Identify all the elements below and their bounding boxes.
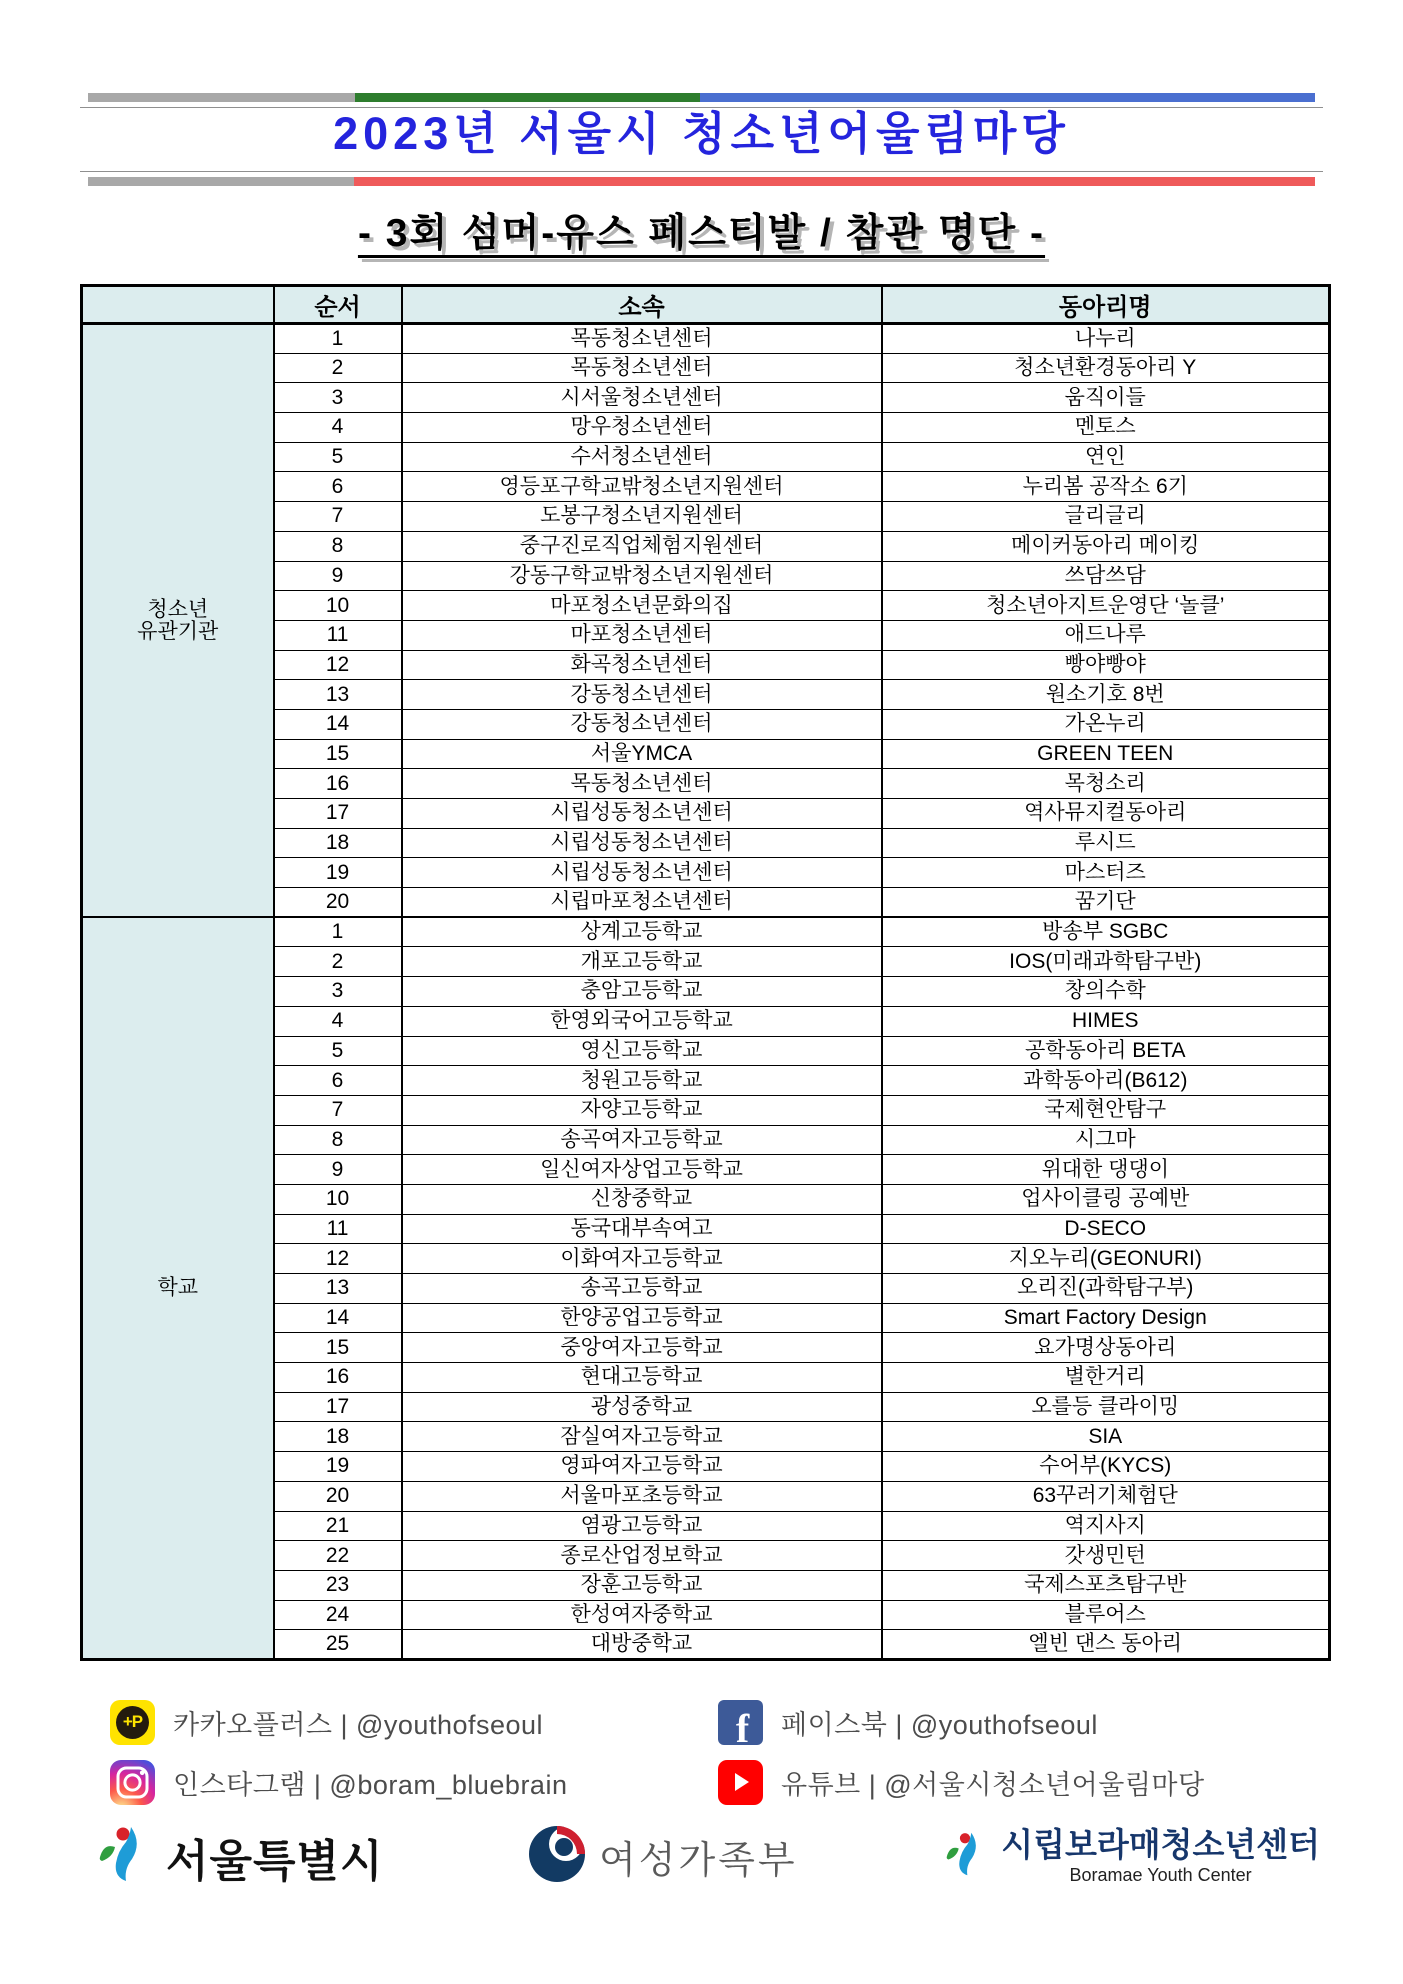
order-cell: 10 (274, 1184, 402, 1214)
club-cell: 63꾸러기체험단 (882, 1481, 1330, 1511)
affiliation-cell: 송곡여자고등학교 (402, 1125, 882, 1155)
club-cell: GREEN TEEN (882, 739, 1330, 769)
affiliation-cell: 망우청소년센터 (402, 413, 882, 443)
col-header-club: 동아리명 (882, 286, 1330, 324)
order-cell: 1 (274, 917, 402, 947)
organization-logos (80, 1822, 1330, 1891)
club-cell: D-SECO (882, 1214, 1330, 1244)
affiliation-cell: 현대고등학교 (402, 1363, 882, 1393)
order-cell: 3 (274, 977, 402, 1007)
order-cell: 14 (274, 1303, 402, 1333)
affiliation-cell: 영파여자고등학교 (402, 1452, 882, 1482)
table-header (82, 286, 1330, 324)
social-item-instagram (110, 1758, 718, 1806)
order-cell: 13 (274, 680, 402, 710)
order-cell: 20 (274, 888, 402, 918)
social-label: 페이스북 | @youthofseoul (781, 1709, 1098, 1740)
club-cell: 역사뮤지컬동아리 (882, 799, 1330, 829)
affiliation-cell: 중구진로직업체험지원센터 (402, 531, 882, 561)
club-cell: 요가명상동아리 (882, 1333, 1330, 1363)
table-row (82, 917, 1330, 947)
order-cell: 12 (274, 1244, 402, 1274)
order-cell: 19 (274, 858, 402, 888)
order-cell: 6 (274, 1066, 402, 1096)
divider-line (80, 171, 1323, 172)
order-cell: 21 (274, 1511, 402, 1541)
affiliation-cell: 영등포구학교밖청소년지원센터 (402, 472, 882, 502)
boramae-label-group (1001, 1827, 1320, 1885)
order-cell: 7 (274, 1095, 402, 1125)
affiliation-cell: 강동청소년센터 (402, 709, 882, 739)
order-cell: 24 (274, 1600, 402, 1630)
affiliation-cell: 동국대부속여고 (402, 1214, 882, 1244)
order-cell: 1 (274, 324, 402, 354)
affiliation-cell: 마포청소년문화의집 (402, 591, 882, 621)
affiliation-cell: 수서청소년센터 (402, 442, 882, 472)
club-cell: 갓생민턴 (882, 1541, 1330, 1571)
top-accent-bar (88, 93, 1315, 102)
col-header-affiliation: 소속 (402, 286, 882, 324)
club-cell: 공학동아리 BETA (882, 1036, 1330, 1066)
seoul-city-label: 서울특별시 (166, 1836, 384, 1886)
affiliation-cell: 중앙여자고등학교 (402, 1333, 882, 1363)
order-cell: 4 (274, 413, 402, 443)
club-cell: 블루어스 (882, 1600, 1330, 1630)
bar-segment-blue (700, 93, 1315, 102)
affiliation-cell: 화곡청소년센터 (402, 650, 882, 680)
club-cell: 나누리 (882, 324, 1330, 354)
order-cell: 19 (274, 1452, 402, 1482)
club-cell: 글리글리 (882, 502, 1330, 532)
affiliation-cell: 이화여자고등학교 (402, 1244, 882, 1274)
club-cell: HIMES (882, 1006, 1330, 1036)
sub-accent-bar (88, 177, 1315, 186)
social-item-youtube (718, 1758, 1350, 1806)
order-cell: 12 (274, 650, 402, 680)
club-cell: 연인 (882, 442, 1330, 472)
order-cell: 4 (274, 1006, 402, 1036)
affiliation-cell: 신창중학교 (402, 1184, 882, 1214)
club-cell: 목청소리 (882, 769, 1330, 799)
kakao-plus-icon: +P (110, 1700, 155, 1745)
club-cell: 빵야빵야 (882, 650, 1330, 680)
instagram-icon (110, 1760, 155, 1805)
order-cell: 20 (274, 1481, 402, 1511)
affiliation-cell: 송곡고등학교 (402, 1274, 882, 1304)
youtube-icon (718, 1760, 763, 1805)
club-cell: 오를등 클라이밍 (882, 1392, 1330, 1422)
affiliation-cell: 시서울청소년센터 (402, 383, 882, 413)
order-cell: 17 (274, 1392, 402, 1422)
club-cell: 과학동아리(B612) (882, 1066, 1330, 1096)
affiliation-cell: 잠실여자고등학교 (402, 1422, 882, 1452)
affiliation-cell: 목동청소년센터 (402, 324, 882, 354)
bar-segment-red (354, 177, 1315, 186)
social-label: 유튜브 | @서울시청소년어울림마당 (781, 1769, 1205, 1800)
social-item-facebook (718, 1698, 1350, 1746)
order-cell: 25 (274, 1630, 402, 1660)
bar-segment-green (355, 93, 700, 102)
club-cell: 시그마 (882, 1125, 1330, 1155)
affiliation-cell: 강동구학교밖청소년지원센터 (402, 561, 882, 591)
social-label: 카카오플러스 | @youthofseoul (173, 1709, 544, 1740)
order-cell: 3 (274, 383, 402, 413)
seoul-symbol-icon (90, 1823, 156, 1890)
club-cell: 역지사지 (882, 1511, 1330, 1541)
order-cell: 9 (274, 561, 402, 591)
club-cell: 루시드 (882, 828, 1330, 858)
affiliation-cell: 상계고등학교 (402, 917, 882, 947)
table-header-row (82, 286, 1330, 324)
club-cell: 청소년환경동아리 Y (882, 353, 1330, 383)
order-cell: 2 (274, 947, 402, 977)
affiliation-cell: 자양고등학교 (402, 1095, 882, 1125)
order-cell: 11 (274, 620, 402, 650)
affiliation-cell: 시립성동청소년센터 (402, 799, 882, 829)
affiliation-cell: 종로산업정보학교 (402, 1541, 882, 1571)
boramae-logo (939, 1825, 1320, 1888)
order-cell: 15 (274, 739, 402, 769)
order-cell: 8 (274, 1125, 402, 1155)
club-cell: 수어부(KYCS) (882, 1452, 1330, 1482)
facebook-icon: f (718, 1700, 763, 1745)
affiliation-cell: 시립성동청소년센터 (402, 858, 882, 888)
affiliation-cell: 충암고등학교 (402, 977, 882, 1007)
club-cell: 가온누리 (882, 709, 1330, 739)
boramae-symbol-icon (939, 1825, 991, 1888)
order-cell: 18 (274, 828, 402, 858)
affiliation-cell: 일신여자상업고등학교 (402, 1155, 882, 1185)
affiliation-cell: 시립성동청소년센터 (402, 828, 882, 858)
col-header-order: 순서 (274, 286, 402, 324)
order-cell: 8 (274, 531, 402, 561)
section-category-label: 청소년 유관기관 (82, 324, 274, 918)
order-cell: 6 (274, 472, 402, 502)
social-item-kakao (110, 1698, 718, 1746)
affiliation-cell: 광성중학교 (402, 1392, 882, 1422)
club-cell: 별한거리 (882, 1363, 1330, 1393)
club-cell: 국제현안탐구 (882, 1095, 1330, 1125)
club-cell: 위대한 댕댕이 (882, 1155, 1330, 1185)
affiliation-cell: 염광고등학교 (402, 1511, 882, 1541)
bar-segment-gray (88, 177, 354, 186)
affiliation-cell: 개포고등학교 (402, 947, 882, 977)
order-cell: 16 (274, 769, 402, 799)
mogef-logo (525, 1822, 798, 1891)
mogef-symbol-icon (525, 1822, 589, 1891)
order-cell: 2 (274, 353, 402, 383)
order-cell: 14 (274, 709, 402, 739)
affiliation-cell: 목동청소년센터 (402, 353, 882, 383)
club-cell: 움직이들 (882, 383, 1330, 413)
affiliation-cell: 서울YMCA (402, 739, 882, 769)
seoul-city-logo (90, 1823, 384, 1890)
social-label: 인스타그램 | @boram_bluebrain (173, 1769, 568, 1800)
affiliation-cell: 한성여자중학교 (402, 1600, 882, 1630)
club-cell: Smart Factory Design (882, 1303, 1330, 1333)
club-cell: 청소년아지트운영단 ‘놀클’ (882, 591, 1330, 621)
affiliation-cell: 시립마포청소년센터 (402, 888, 882, 918)
affiliation-cell: 대방중학교 (402, 1630, 882, 1660)
attendance-table (80, 284, 1331, 1661)
affiliation-cell: 한영외국어고등학교 (402, 1006, 882, 1036)
club-cell: 원소기호 8번 (882, 680, 1330, 710)
order-cell: 22 (274, 1541, 402, 1571)
col-header-category (82, 286, 274, 324)
order-cell: 18 (274, 1422, 402, 1452)
page-title: 2023년 서울시 청소년어울림마당 (333, 108, 1070, 159)
boramae-label: 시립보라매청소년센터 (1001, 1826, 1320, 1864)
affiliation-cell: 목동청소년센터 (402, 769, 882, 799)
order-cell: 10 (274, 591, 402, 621)
club-cell: 멘토스 (882, 413, 1330, 443)
affiliation-cell: 한양공업고등학교 (402, 1303, 882, 1333)
affiliation-cell: 강동청소년센터 (402, 680, 882, 710)
affiliation-cell: 영신고등학교 (402, 1036, 882, 1066)
club-cell: 쓰담쓰담 (882, 561, 1330, 591)
affiliation-cell: 마포청소년센터 (402, 620, 882, 650)
boramae-sublabel: Boramae Youth Center (1069, 1864, 1252, 1885)
club-cell: 꿈기단 (882, 888, 1330, 918)
club-cell: 누리봄 공작소 6기 (882, 472, 1330, 502)
club-cell: 지오누리(GEONURI) (882, 1244, 1330, 1274)
affiliation-cell: 장훈고등학교 (402, 1570, 882, 1600)
affiliation-cell: 서울마포초등학교 (402, 1481, 882, 1511)
order-cell: 17 (274, 799, 402, 829)
club-cell: 국제스포츠탐구반 (882, 1570, 1330, 1600)
order-cell: 9 (274, 1155, 402, 1185)
order-cell: 13 (274, 1274, 402, 1304)
table-row (82, 324, 1330, 354)
order-cell: 5 (274, 1036, 402, 1066)
club-cell: 오리진(과학탐구부) (882, 1274, 1330, 1304)
affiliation-cell: 청원고등학교 (402, 1066, 882, 1096)
order-cell: 16 (274, 1363, 402, 1393)
order-cell: 11 (274, 1214, 402, 1244)
club-cell: 창의수학 (882, 977, 1330, 1007)
social-links (110, 1698, 1350, 1806)
order-cell: 23 (274, 1570, 402, 1600)
club-cell: 방송부 SGBC (882, 917, 1330, 947)
club-cell: IOS(미래과학탐구반) (882, 947, 1330, 977)
club-cell: 엘빈 댄스 동아리 (882, 1630, 1330, 1660)
club-cell: 메이커동아리 메이킹 (882, 531, 1330, 561)
club-cell: 업사이클링 공예반 (882, 1184, 1330, 1214)
bar-segment-gray (88, 93, 355, 102)
order-cell: 15 (274, 1333, 402, 1363)
affiliation-cell: 도봉구청소년지원센터 (402, 502, 882, 532)
order-cell: 7 (274, 502, 402, 532)
section-category-label: 학교 (82, 917, 274, 1659)
club-cell: SIA (882, 1422, 1330, 1452)
order-cell: 5 (274, 442, 402, 472)
club-cell: 애드나루 (882, 620, 1330, 650)
club-cell: 마스터즈 (882, 858, 1330, 888)
mogef-label: 여성가족부 (599, 1840, 798, 1882)
attendee-table-body (82, 324, 1330, 1660)
play-glyph (735, 1773, 749, 1791)
page-subtitle: - 3회 섬머-유스 페스티발 / 참관 명단 - (357, 212, 1046, 255)
